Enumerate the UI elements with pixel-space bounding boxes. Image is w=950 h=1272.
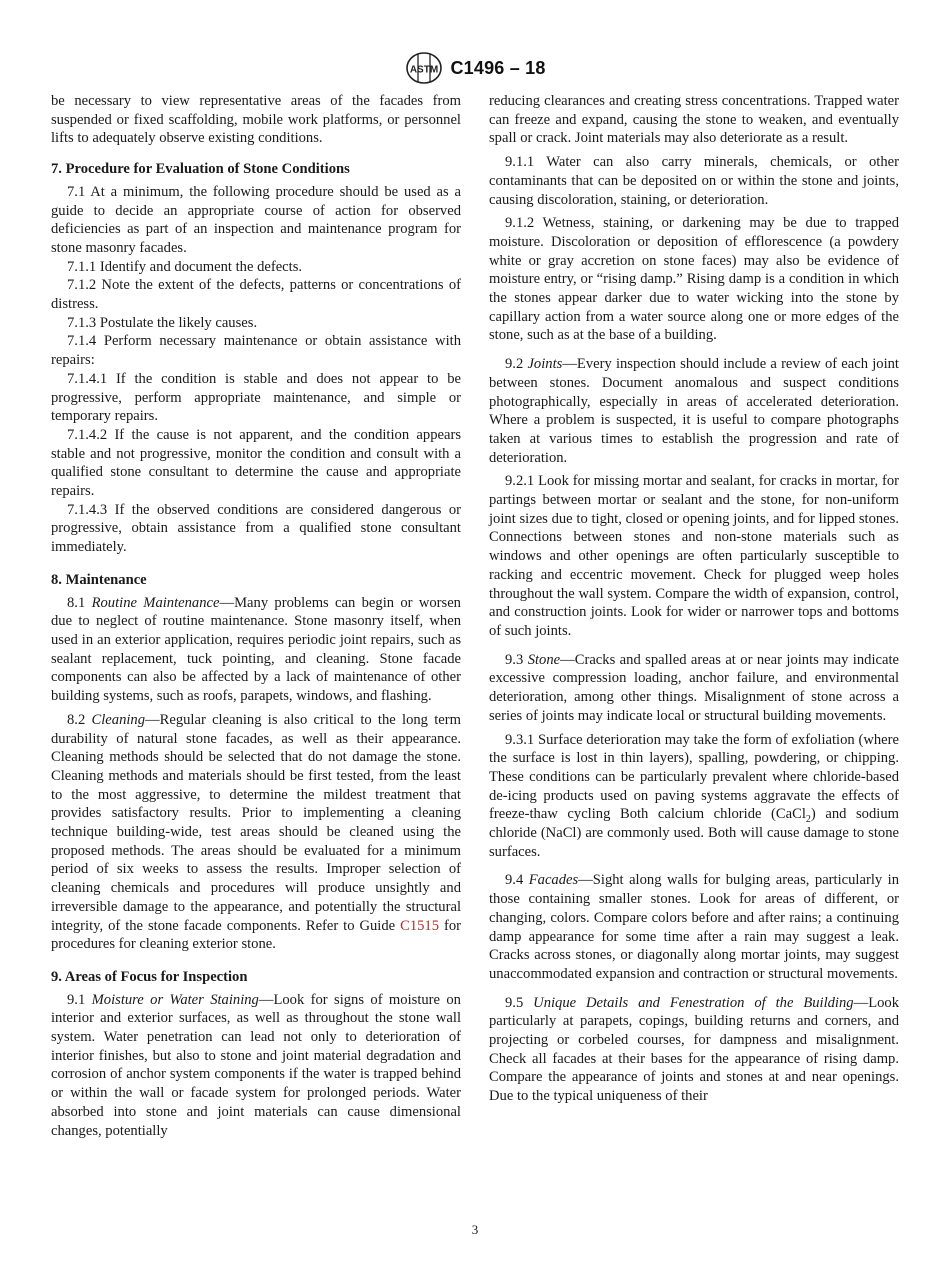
paragraph-7-1: 7.1 At a minimum, the following procedure should be used as a guide to decide an appropriate course of action for observed deficiencies as part of an inspection and maintenance program for stone masonry facades.: [51, 183, 461, 256]
clause-text: —Look particularly at parapets, copings, building returns and corners, and projecting or corbeled courses, for dampness and misalignment. Check all facades at their bases for the appearance of rising damp. Compare the appearance of joints and stones at and near openings. Due to the typical uniqueness of their: [489, 994, 899, 1105]
paragraph-7-1-1: 7.1.1 Identify and document the defects.: [67, 258, 303, 275]
paragraph-8-2: [51, 711, 461, 954]
paragraph-9-2: [489, 355, 899, 467]
clause-number: 9.2: [505, 356, 524, 373]
paragraph-9-1: [51, 991, 461, 1141]
clause-text: —Regular cleaning is also critical to the long term durability of natural stone facades, as well as their appearance. Cleaning methods should be selected that do not damage the stone. Cleaning methods and materials should be first tested, from the least to the most aggressive, to determine the mildest treatment that provides satisfactory results. Prior to implementing a cleaning technique building-wide, test areas should be cleaned using the proposed methods. The areas should be evaluated for a minimum period of six weeks to assess the results. Improper selection of cleaning chemicals and procedures will produce unsightly and irreversible damage to the appearance, and potentially the structural integrity, of the stone facade components. Refer to Guide: [51, 711, 461, 934]
clause-number: 9.4: [505, 872, 524, 889]
section-heading-9: 9. Areas of Focus for Inspection: [51, 968, 248, 985]
paragraph-9-1-2: 9.1.2 Wetness, staining, or darkening may be due to trapped moisture. Discoloration or deposition of efflorescence (a powdery white or gray accretion on stone faces) may also be evidence of moisture entry, or “rising damp.” Rising damp is a condition in which the stones appear darker due to water wicking into the stone by capillary action from a water source along one or more edges of the stone, such as at the base of a building.: [489, 215, 899, 344]
left-column: [51, 92, 461, 1140]
clause-text: —Every inspection should include a review of each joint between stones. Document anomalous and suspect conditions photographically, especially in areas of accelerated deterioration. Where a problem is suspected, it is useful to compare photographs taken at various times to establish the progression and rate of deterioration.: [489, 356, 899, 466]
clause-text: —Many problems can begin or worsen due to neglect of routine maintenance. Stone masonry itself, when used in an exterior application, requires periodic joint repairs, such as sealant replacement, tuck pointing, and cleaning. Stone facade components can also be affected by a lack of maintenance of other building systems, such as roofs, parapets, windows, and flashing.: [51, 594, 461, 705]
paragraph-9-5: [489, 994, 899, 1106]
clause-term: Moisture or Water Staining: [91, 991, 259, 1008]
clause-text-tail: for procedures for cleaning exterior stone.: [51, 917, 461, 953]
right-column: [489, 92, 899, 1106]
clause-term: Facades: [528, 872, 579, 889]
paragraph-9-3-1: [489, 731, 899, 862]
guide-c1515-link[interactable]: C1515: [400, 917, 440, 934]
astm-logo-icon: [404, 51, 444, 85]
paragraph-continuation: be necessary to view representative areas of the facades from suspended or fixed scaffolding, mobile work platforms, or personnel lifts to adequately observe existing conditions.: [51, 93, 461, 147]
clause-text: —Sight along walls for bulging areas, particularly in those containing smaller stones. Look for areas of different, or changing, colors. Compare colors before and after rains; a continuing damp appearance for some time after a rain may suggest a leak. Cracks across stones, or diagonally along mortar joints, may suggest unaccommodated expansion and contraction or structural movements.: [489, 872, 899, 982]
clause-term: Cleaning: [91, 711, 146, 728]
clause-text-tail: ) and sodium chloride (NaCl) are commonly used. Both will cause damage to stone surfaces.: [489, 806, 899, 860]
paragraph-9-3: [489, 651, 899, 726]
subscript: 2: [805, 814, 811, 826]
section-heading-8: 8. Maintenance: [51, 571, 147, 588]
clause-number: 9.3: [505, 651, 524, 668]
paragraph-9-1-continuation: reducing clearances and creating stress concentrations. Trapped water can freeze and expand, causing the stone to weaken, and eventually spall or crack. Joint materials may also deteriorate as a result.: [489, 93, 899, 147]
paragraph-8-1: [51, 594, 461, 706]
clause-number: 8.1: [67, 594, 86, 611]
clause-text: 9.3.1 Surface deterioration may take the form of exfoliation (where the surface is lost in thin layers), spalling, powdering, or chipping. These conditions can be particularly prevalent where chloride-based de-icing products used on paving systems aggravate the effects of freeze-thaw cycling Both calcium chloride (CaCl: [489, 731, 899, 823]
paragraph-7-1-3: 7.1.3 Postulate the likely causes.: [67, 314, 258, 331]
clause-number: 9.1: [67, 991, 86, 1008]
paragraph-7-1-2: 7.1.2 Note the extent of the defects, patterns or concentrations of distress.: [51, 277, 461, 313]
clause-number: 8.2: [67, 711, 86, 728]
paragraph-9-2-1: 9.2.1 Look for missing mortar and sealant, for cracks in mortar, for partings between mortar or sealant and the stone, for non-uniform joint sizes due to tight, closed or opening joints, and for lipped stones. Connections between stones and non-stone materials such as windows and other openings are often particularly susceptible to racking and eccentric movement. Check for plugged weep holes throughout the wall system. Compare the width of expansion, control, and construction joints. Look for wider or narrower tops and bottoms of such joints.: [489, 473, 899, 639]
section-heading-7: 7. Procedure for Evaluation of Stone Conditions: [51, 161, 350, 178]
paragraph-7-1-4-3: 7.1.4.3 If the observed conditions are considered dangerous or progressive, obtain assistance from a qualified stone consultant immediately.: [51, 501, 461, 556]
clause-term: Joints: [527, 356, 563, 373]
paragraph-7-1-4-1: 7.1.4.1 If the condition is stable and does not appear to be progressive, perform appropriate maintenance, and simple or temporary repairs.: [51, 370, 461, 425]
clause-text: —Look for signs of moisture on interior and exterior surfaces, as well as throughout the stone wall system. Water penetration can lead not only to deterioration of interior finishes, but also to stone and joint material degradation and corrosion of anchor system components if the water is trapped behind or within the wall or facade system for prolonged periods. Water absorbed into stone and joint materials can cause dimensional changes, potentially: [51, 991, 461, 1139]
paragraph-9-4: [489, 871, 899, 983]
paragraph-7-1-4: 7.1.4 Perform necessary maintenance or obtain assistance with repairs:: [51, 333, 461, 369]
page-number: 3: [471, 1222, 479, 1237]
page-header: [0, 50, 950, 86]
clause-term: Unique Details and Fenestration of the Building: [533, 994, 854, 1011]
astm-logo-text: ASTM: [410, 64, 439, 76]
clause-text: —Cracks and spalled areas at or near joints may indicate excessive compression loading, anchor failure, and environmental deterioration, among other things. Misalignment of stone across a series of joints may indicate local or structural building movements.: [489, 651, 900, 724]
paragraph-7-1-4-2: 7.1.4.2 If the cause is not apparent, and the condition appears stable and not progressive, monitor the condition and consult with a qualified stone consultant to determine the cause and appropriate repairs.: [51, 426, 461, 500]
paragraph-9-1-1: 9.1.1 Water can also carry minerals, chemicals, or other contaminants that can be deposited on or within the stone and joints, causing discoloration, staining, or deterioration.: [489, 154, 899, 208]
clause-number: 9.5: [505, 994, 524, 1011]
clause-term: Routine Maintenance: [91, 594, 220, 611]
clause-term: Stone: [527, 651, 561, 668]
document-id: C1496 – 18: [450, 57, 546, 78]
